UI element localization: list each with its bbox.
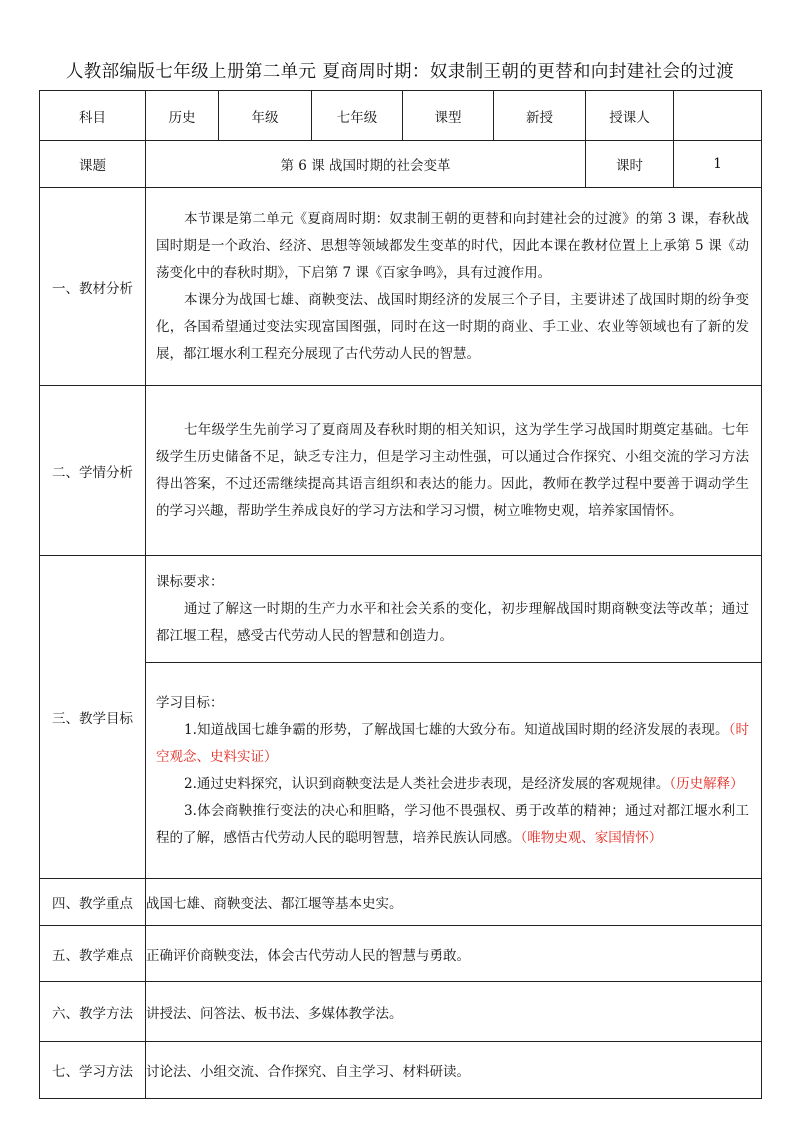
curriculum-standard-heading: 课标要求： (156, 573, 224, 590)
learning-goals-content (146, 663, 762, 879)
learning-goals-heading: 学习目标： (156, 694, 224, 711)
learning-goal-1-text: 1.知道战国七雄争霸的形势，了解战国七雄的大致分布。知道战国时期的经济发展的表现。 (184, 721, 729, 738)
learning-methods-label: 七、学习方法 (40, 1042, 146, 1099)
curriculum-standard-content (146, 556, 762, 663)
learning-methods-text: 讨论法、小组交流、合作探究、自主学习、材料研读。 (146, 1042, 762, 1099)
header-row (40, 91, 762, 141)
curriculum-standard-row (40, 556, 762, 663)
document-title: 人教部编版七年级上册第二单元 夏商周时期：奴隶制王朝的更替和向封建社会的过渡 (65, 62, 735, 82)
grade-value: 七年级 (312, 91, 403, 141)
teaching-methods-text: 讲授法、问答法、板书法、多媒体教学法。 (146, 982, 762, 1042)
learner-analysis-row (40, 386, 762, 556)
topic-label: 课题 (40, 141, 146, 188)
teaching-goals-label: 三、教学目标 (40, 556, 146, 879)
key-points-row (40, 879, 762, 926)
learning-goal-2-text: 2.通过史料探究，认识到商鞅变法是人类社会进步表现，是经济发展的客观规律。 (184, 775, 670, 792)
subject-label: 科目 (40, 91, 146, 141)
grade-label: 年级 (219, 91, 312, 141)
key-points-label: 四、教学重点 (40, 879, 146, 926)
learning-goal-1-tag: （时空观念、史料实证） (156, 721, 749, 765)
lesson-type-label: 课型 (403, 91, 494, 141)
textbook-analysis-label: 一、教材分析 (40, 188, 146, 386)
subject-value: 历史 (146, 91, 219, 141)
learning-goal-2-tag: （历史解释） (669, 775, 744, 792)
topic-row (40, 141, 762, 188)
textbook-analysis-paragraph-2: 本课分为战国七雄、商鞅变法、战国时期经济的发展三个子目，主要讲述了战国时期的纷争变化，各国希望通过变法实现富国图强，同时在这一时期的商业、手工业、农业等领域也有了新的发展，都江堰水利工程充分展现了古代劳动人民的智慧。 (156, 291, 749, 362)
lesson-plan-table (39, 90, 762, 1099)
teaching-methods-label: 六、教学方法 (40, 982, 146, 1042)
teacher-value (674, 91, 762, 141)
learning-goals-row (40, 663, 762, 879)
period-label: 课时 (586, 141, 674, 188)
teaching-methods-row (40, 982, 762, 1042)
learner-analysis-content (146, 386, 762, 556)
learning-goal-3-tag: （唯物史观、家国情怀） (520, 829, 663, 846)
teacher-label: 授课人 (586, 91, 674, 141)
learner-analysis-paragraph: 七年级学生先前学习了夏商周及春秋时期的相关知识，这为学生学习战国时期奠定基础。七年级学生历史储备不足，缺乏专注力，但是学习主动性强，可以通过合作探究、小组交流的学习方法得出答案，不过还需继续提高其语言组织和表达的能力。因此，教师在教学过程中要善于调动学生的学习兴趣，帮助学生养成良好的学习方法和学习习惯，树立唯物史观，培养家国情怀。 (156, 421, 749, 519)
difficulties-text: 正确评价商鞅变法，体会古代劳动人民的智慧与勇敢。 (146, 926, 762, 982)
learning-goal-3-text: 3.体会商鞅推行变法的决心和胆略，学习他不畏强权、勇于改革的精神；通过对都江堰水利工程的了解，感悟古代劳动人民的聪明智慧，培养民族认同感。 (156, 802, 749, 846)
curriculum-standard-text: 通过了解这一时期的生产力水平和社会关系的变化，初步理解战国时期商鞅变法等改革；通过都江堰工程，感受古代劳动人民的智慧和创造力。 (156, 600, 749, 644)
learning-goal-3 (156, 798, 749, 852)
textbook-analysis-paragraph-1: 本节课是第二单元《夏商周时期：奴隶制王朝的更替和向封建社会的过渡》的第 3 课，春秋战国时期是一个政治、经济、思想等领域都发生变革的时代，因此本课在教材位置上上承第 5 课《动荡变化中的春秋时期》，下启第 7 课《百家争鸣》，具有过渡作用。 (156, 210, 749, 281)
textbook-analysis-row (40, 188, 762, 386)
learning-methods-row (40, 1042, 762, 1099)
learning-goal-1 (156, 717, 749, 771)
textbook-analysis-content (146, 188, 762, 386)
difficulties-label: 五、教学难点 (40, 926, 146, 982)
learning-goal-2 (156, 771, 749, 798)
period-value: 1 (674, 141, 762, 188)
key-points-text: 战国七雄、商鞅变法、都江堰等基本史实。 (146, 879, 762, 926)
learner-analysis-label: 二、学情分析 (40, 386, 146, 556)
difficulties-row (40, 926, 762, 982)
lesson-type-value: 新授 (494, 91, 586, 141)
topic-value: 第 6 课 战国时期的社会变革 (146, 141, 586, 188)
